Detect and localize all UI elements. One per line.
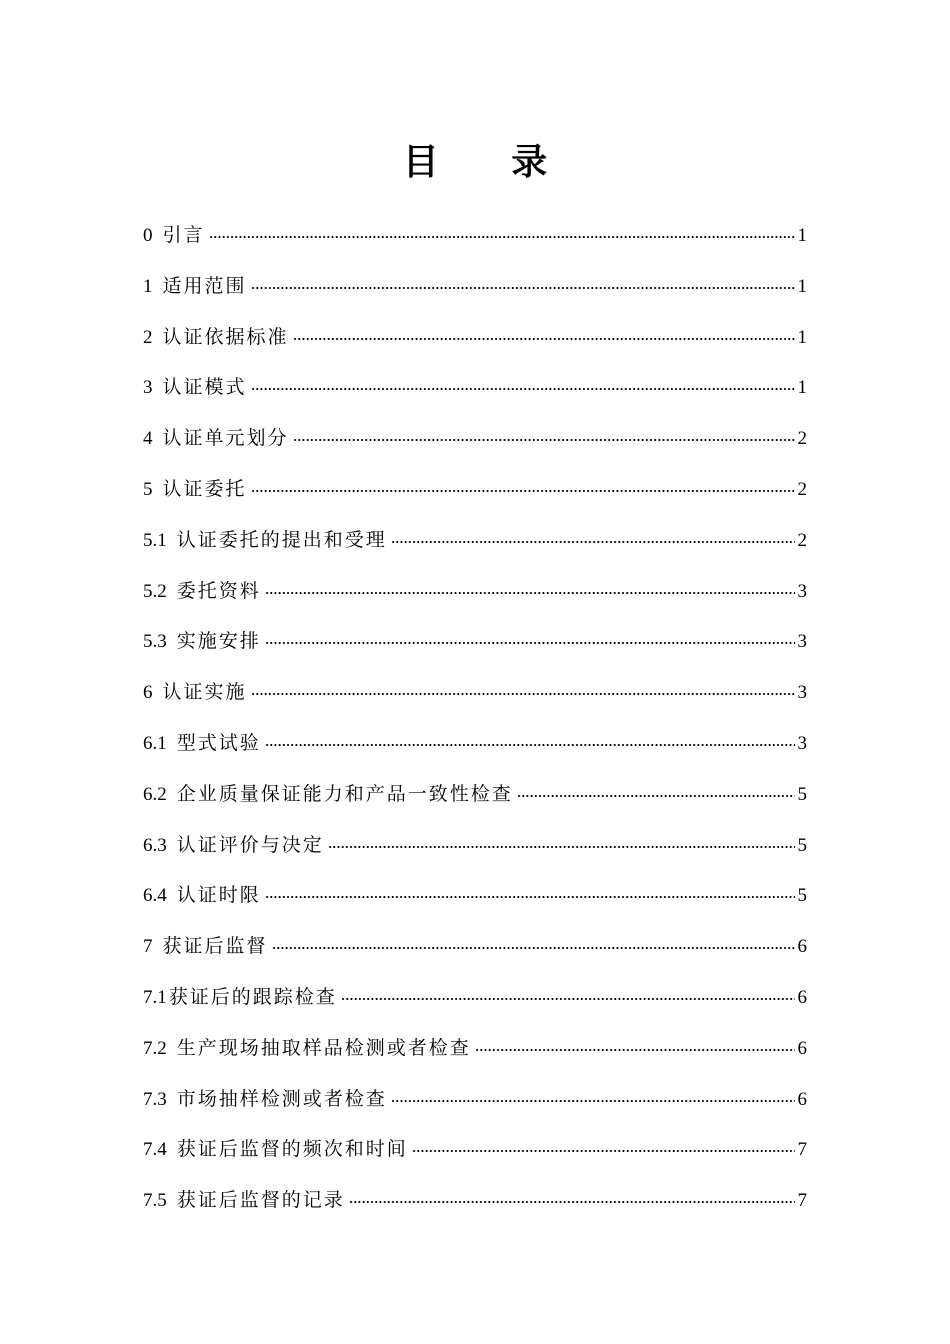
toc-entry[interactable] bbox=[143, 469, 807, 520]
toc-entry-number: 6.3 bbox=[143, 834, 167, 856]
dot-leader bbox=[251, 692, 795, 696]
toc-entry-page: 5 bbox=[797, 885, 807, 907]
dot-leader bbox=[251, 286, 795, 290]
dot-leader bbox=[251, 489, 795, 493]
toc-entry[interactable] bbox=[143, 1079, 807, 1130]
dot-leader bbox=[391, 540, 795, 544]
toc-entry-number: 6 bbox=[143, 682, 153, 704]
dot-leader bbox=[265, 591, 795, 595]
toc-entry-number: 5.2 bbox=[143, 580, 167, 602]
toc-entry[interactable] bbox=[143, 621, 807, 672]
toc-entry[interactable] bbox=[143, 1028, 807, 1079]
toc-entry-number: 7.2 bbox=[143, 1037, 167, 1059]
toc-entry-page: 5 bbox=[797, 834, 807, 856]
toc-entry-page: 1 bbox=[797, 275, 807, 297]
toc-entry-page: 1 bbox=[797, 326, 807, 348]
toc-entry-title: 适用范围 bbox=[162, 274, 247, 297]
toc-entry[interactable] bbox=[143, 418, 807, 469]
toc-entry-number: 0 bbox=[143, 225, 153, 246]
toc-entry[interactable] bbox=[143, 266, 807, 317]
toc-entry-number: 7.1 bbox=[143, 986, 167, 1008]
toc-entry-number: 6.2 bbox=[143, 783, 167, 805]
toc-entry-number: 7.3 bbox=[143, 1088, 167, 1110]
toc-entry-title: 实施安排 bbox=[176, 630, 261, 653]
toc-entry-number: 5.1 bbox=[143, 529, 167, 551]
toc-entry-number: 1 bbox=[143, 275, 153, 297]
toc-entry[interactable] bbox=[143, 977, 807, 1028]
toc-entry-title: 生产现场抽取样品检测或者检查 bbox=[176, 1036, 471, 1059]
toc-entry-page: 3 bbox=[797, 631, 807, 653]
toc-entry-number: 5.3 bbox=[143, 631, 167, 653]
toc-entry[interactable] bbox=[143, 571, 807, 622]
toc-entry-title: 认证模式 bbox=[162, 376, 247, 399]
toc-entry-number: 7 bbox=[143, 936, 153, 958]
toc-entry-title: 型式试验 bbox=[176, 731, 261, 754]
toc-entry-number: 5 bbox=[143, 478, 153, 500]
toc-entry-title: 认证单元划分 bbox=[162, 427, 289, 450]
toc-entry-title: 企业质量保证能力和产品一致性检查 bbox=[176, 782, 513, 805]
toc-entry[interactable] bbox=[143, 1129, 807, 1180]
toc-entry-page: 2 bbox=[797, 529, 807, 551]
toc-entry-page: 7 bbox=[797, 1139, 807, 1161]
toc-entry-title: 获证后的跟踪检查 bbox=[168, 985, 337, 1008]
toc-entry-title: 获证后监督的频次和时间 bbox=[176, 1138, 408, 1161]
dot-leader bbox=[293, 337, 795, 341]
toc-entry-title: 委托资料 bbox=[176, 579, 261, 602]
toc-entry-page: 2 bbox=[797, 478, 807, 500]
toc-entry-page: 6 bbox=[797, 986, 807, 1008]
toc-entry-page: 6 bbox=[797, 1088, 807, 1110]
toc-entry-title: 认证时限 bbox=[176, 884, 261, 907]
dot-leader bbox=[475, 1048, 795, 1052]
toc-entry[interactable] bbox=[143, 215, 807, 266]
toc-entry[interactable] bbox=[143, 825, 807, 876]
toc-entry[interactable] bbox=[143, 1180, 807, 1231]
toc-entry[interactable] bbox=[143, 672, 807, 723]
dot-leader bbox=[328, 845, 795, 849]
dot-leader bbox=[293, 438, 795, 442]
toc-entry-number: 7.4 bbox=[143, 1139, 167, 1161]
dot-leader bbox=[265, 641, 795, 645]
dot-leader bbox=[412, 1149, 795, 1153]
toc-entry[interactable] bbox=[143, 875, 807, 926]
toc-entry-title: 市场抽样检测或者检查 bbox=[176, 1087, 387, 1110]
toc-entry-page: 1 bbox=[797, 225, 807, 246]
toc-list bbox=[143, 215, 807, 1231]
toc-entry-number: 2 bbox=[143, 326, 153, 348]
toc-entry-page: 1 bbox=[797, 377, 807, 399]
toc-entry-page: 3 bbox=[797, 580, 807, 602]
toc-entry-number: 6.1 bbox=[143, 732, 167, 754]
toc-entry-title: 获证后监督的记录 bbox=[176, 1189, 345, 1212]
toc-entry-page: 2 bbox=[797, 428, 807, 450]
toc-entry-title: 认证实施 bbox=[162, 681, 247, 704]
dot-leader bbox=[251, 387, 795, 391]
dot-leader bbox=[391, 1099, 795, 1103]
toc-entry-page: 5 bbox=[797, 783, 807, 805]
toc-entry-title: 获证后监督 bbox=[162, 935, 268, 958]
toc-entry-page: 7 bbox=[797, 1190, 807, 1212]
dot-leader bbox=[209, 235, 795, 239]
dot-leader bbox=[265, 743, 795, 747]
toc-entry-number: 6.4 bbox=[143, 885, 167, 907]
dot-leader bbox=[272, 946, 795, 950]
toc-entry-number: 4 bbox=[143, 428, 153, 450]
toc-entry[interactable] bbox=[143, 317, 807, 368]
toc-entry-number: 7.5 bbox=[143, 1190, 167, 1212]
dot-leader bbox=[341, 997, 795, 1001]
toc-entry-page: 6 bbox=[797, 936, 807, 958]
toc-entry-title: 引言 bbox=[162, 224, 205, 246]
toc-entry[interactable] bbox=[143, 774, 807, 825]
dot-leader bbox=[517, 794, 795, 798]
toc-entry[interactable] bbox=[143, 520, 807, 571]
toc-entry-title: 认证委托的提出和受理 bbox=[176, 528, 387, 551]
toc-entry-page: 3 bbox=[797, 732, 807, 754]
dot-leader bbox=[265, 895, 795, 899]
toc-entry-page: 3 bbox=[797, 682, 807, 704]
toc-entry[interactable] bbox=[143, 723, 807, 774]
toc-entry[interactable] bbox=[143, 367, 807, 418]
toc-entry[interactable] bbox=[143, 926, 807, 977]
toc-title: 目 录 bbox=[402, 141, 578, 184]
dot-leader bbox=[349, 1200, 795, 1204]
toc-entry-title: 认证评价与决定 bbox=[176, 833, 324, 856]
toc-entry-title: 认证依据标准 bbox=[162, 325, 289, 348]
toc-entry-title: 认证委托 bbox=[162, 477, 247, 500]
toc-entry-page: 6 bbox=[797, 1037, 807, 1059]
toc-entry-number: 3 bbox=[143, 377, 153, 399]
